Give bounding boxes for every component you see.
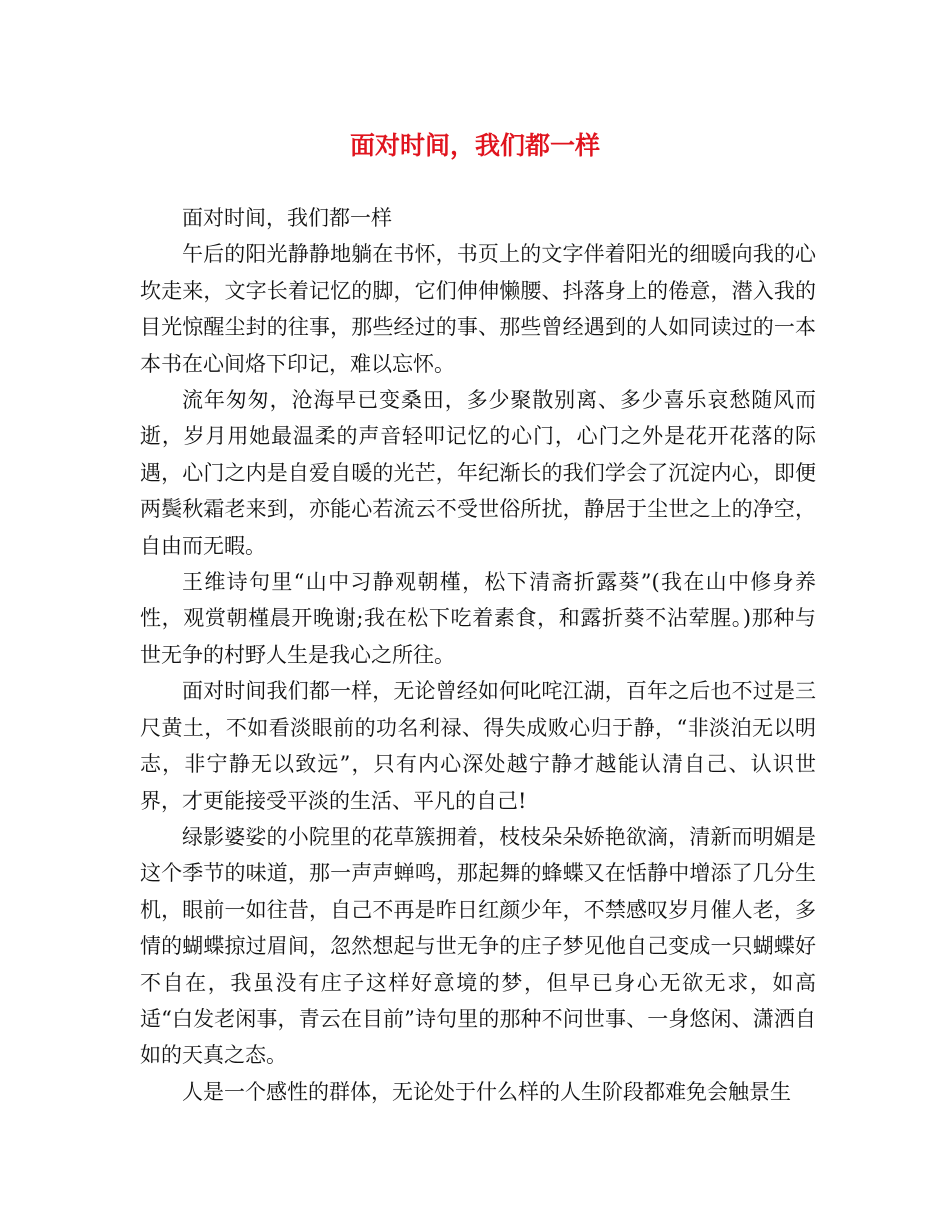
paragraph-1: 面对时间，我们都一样 bbox=[182, 206, 392, 230]
paragraph-5: 面对时间我们都一样，无论曾经如何叱咤江湖，百年之后也不过是三尺黄土，不如看淡眼前的功名利禄、得失成败心归于静，“非淡泊无以明志，非宁静无以致远”，只有内心深处越宁静才越能认清自己、认识世界，才更能接受平淡的生活、平凡的自己! bbox=[140, 679, 816, 813]
document-body bbox=[140, 200, 816, 1110]
paragraph-6: 绿影婆娑的小院里的花草簇拥着，枝枝朵朵娇艳欲滴，清新而明媚是这个季节的味道，那一声声蝉鸣，那起舞的蜂蝶又在恬静中增添了几分生机，眼前一如往昔，自己不再是昨日红颜少年，不禁感叹岁月催人老，多情的蝴蝶掠过眉间，忽然想起与世无争的庄子梦见他自己变成一只蝴蝶好不自在，我虽没有庄子这样好意境的梦，但早已身心无欲无求，如高适“白发老闲事，青云在目前”诗句里的那种不问世事、一身悠闲、潇洒自如的天真之态。 bbox=[140, 824, 816, 1068]
document-title: 面对时间，我们都一样 bbox=[349, 131, 600, 160]
paragraph-7: 人是一个感性的群体，无论处于什么样的人生阶段都难免会触景生 bbox=[182, 1079, 791, 1104]
paragraph-4: 王维诗句里“山中习静观朝槿，松下清斋折露葵”(我在山中修身养性，观赏朝槿晨开晚谢;我在松下吃着素食，和露折葵不沾荤腥。)那种与世无争的村野人生是我心之所往。 bbox=[140, 570, 816, 667]
paragraph-3: 流年匆匆，沧海早已变桑田，多少聚散别离、多少喜乐哀愁随风而逝，岁月用她最温柔的声音轻叩记忆的心门，心门之外是花开花落的际遇，心门之内是自爱自暖的光芒，年纪渐长的我们学会了沉淀内心，即便两鬓秋霜老来到，亦能心若流云不受世俗所扰，静居于尘世之上的净空，自由而无暇。 bbox=[140, 388, 816, 558]
paragraph-2: 午后的阳光静静地躺在书怀，书页上的文字伴着阳光的细暖向我的心坎走来，文字长着记忆的脚，它们伸伸懒腰、抖落身上的倦意，潜入我的目光惊醒尘封的往事，那些经过的事、那些曾经遇到的人如同读过的一本本书在心间烙下印记，难以忘怀。 bbox=[140, 242, 816, 376]
